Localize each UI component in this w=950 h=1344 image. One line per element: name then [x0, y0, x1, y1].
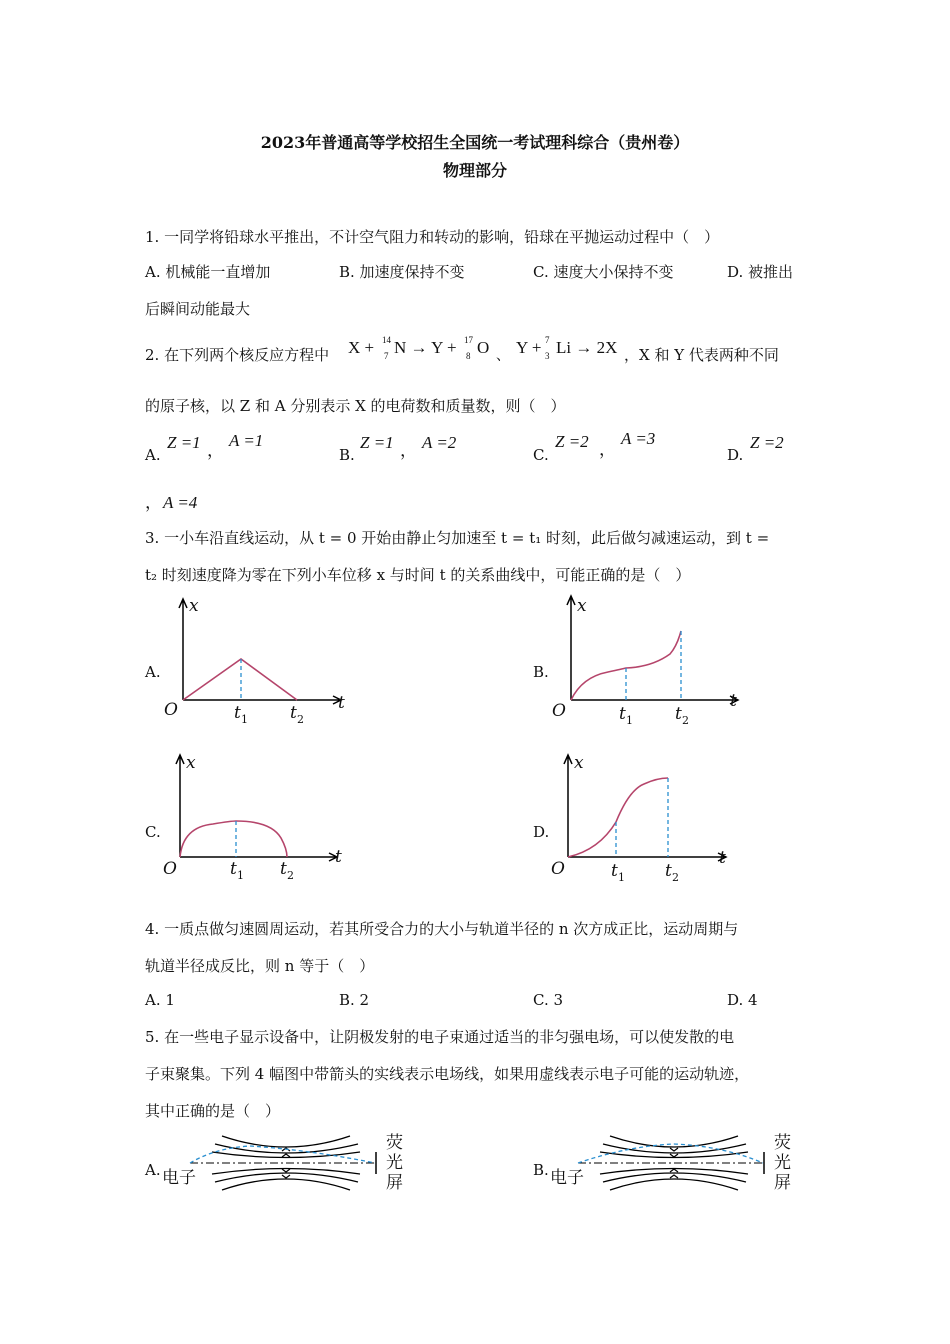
svg-text:t: t: [665, 861, 672, 881]
q2-option-d-a: [145, 488, 225, 518]
svg-text:Li → 2X: Li → 2X: [556, 338, 618, 357]
q3-graph-b: [542, 592, 742, 732]
q4-option-a: A. 1: [145, 991, 175, 1009]
svg-text:荧: 荧: [774, 1133, 791, 1153]
q5-line3: 其中正确的是（ ）: [145, 1102, 281, 1120]
svg-text:t: t: [619, 704, 626, 724]
axis-t-label: t: [338, 693, 345, 713]
svg-text:Z =1: Z =1: [360, 433, 394, 452]
q2-option-c-math: [551, 428, 671, 460]
q1-stem: 1. 一同学将铅球水平推出，不计空气阻力和转动的影响，铅球在平抛运动过程中（ ）: [145, 228, 720, 246]
q2-stem-end: ，X 和 Y 代表两种不同: [624, 346, 779, 364]
q2-option-b-math: [356, 430, 466, 460]
svg-text:A =3: A =3: [621, 429, 656, 448]
svg-text:3: 3: [545, 351, 550, 361]
q3-option-d-label: D.: [533, 823, 550, 841]
q5-option-a-label: A.: [145, 1161, 161, 1179]
q4-line1: 4. 一质点做匀速圆周运动，若其所受合力的大小与轨道半径的 n 次方成正比，运动周期与: [145, 920, 739, 938]
q4-line2: 轨道半径成反比，则 n 等于（ ）: [145, 957, 375, 975]
svg-text:8: 8: [466, 351, 471, 361]
svg-text:Y +: Y +: [516, 338, 542, 357]
q3-graph-c: [153, 750, 353, 890]
q3-graph-a: [155, 595, 355, 730]
svg-text:屏: 屏: [386, 1173, 403, 1193]
q3-line2: t₂ 时刻速度降为零在下列小车位移 x 与时间 t 的关系曲线中，可能正确的是（ ）: [145, 566, 691, 584]
svg-text:O: O: [551, 859, 565, 879]
svg-text:屏: 屏: [774, 1173, 791, 1193]
svg-text:光: 光: [774, 1153, 791, 1173]
axis-x-label: x: [189, 596, 199, 616]
q4-option-d: D. 4: [727, 991, 758, 1009]
svg-text:O: O: [163, 859, 177, 879]
svg-text:7: 7: [545, 335, 550, 345]
svg-text:1: 1: [618, 871, 625, 884]
svg-text:x: x: [574, 753, 584, 773]
q2-option-b-label: B.: [339, 446, 355, 464]
svg-text:17: 17: [464, 335, 473, 345]
svg-text:，: ，: [207, 441, 224, 460]
exam-title: 2023年普通高等学校招生全国统一考试理科综合（贵州卷）: [260, 133, 690, 152]
svg-text:x: x: [577, 596, 587, 616]
svg-text:A =1: A =1: [229, 431, 264, 450]
svg-text:，: ，: [599, 440, 616, 459]
svg-text:t: t: [234, 703, 241, 723]
svg-text:O: O: [477, 338, 490, 357]
svg-text:，: ，: [400, 441, 417, 460]
q1-option-a: A. 机械能一直增加: [145, 263, 271, 281]
svg-text:t: t: [719, 848, 726, 868]
exam-subtitle: 物理部分: [442, 161, 507, 180]
svg-text:t: t: [290, 703, 297, 723]
svg-text:Z =2: Z =2: [555, 432, 589, 451]
svg-text:1: 1: [241, 713, 248, 726]
svg-text:电子: 电子: [550, 1168, 584, 1188]
q1-option-d-continued: 后瞬间动能最大: [145, 300, 251, 318]
svg-text:1: 1: [626, 714, 633, 727]
svg-text:t: t: [280, 859, 287, 879]
q5-diagram-b: [548, 1128, 798, 1198]
svg-text:t: t: [730, 691, 737, 711]
svg-text:A =4: A =4: [163, 493, 198, 512]
origin-label: O: [164, 700, 178, 720]
q3-option-b-label: B.: [533, 663, 549, 681]
q1-option-d: D. 被推出: [727, 263, 794, 281]
svg-text:2: 2: [297, 713, 304, 726]
q5-option-b-label: B.: [533, 1161, 549, 1179]
svg-text:7: 7: [384, 351, 389, 361]
q5-line1: 5. 在一些电子显示设备中，让阴极发射的电子束通过适当的非匀强电场，可以使发散的电: [145, 1028, 735, 1046]
svg-text:荧: 荧: [386, 1133, 403, 1153]
svg-text:2: 2: [287, 869, 294, 882]
q2-line2: 的原子核，以 Z 和 A 分别表示 X 的电荷数和质量数，则（ ）: [145, 397, 566, 415]
svg-text:2: 2: [672, 871, 679, 884]
q2-option-a-math: [163, 430, 273, 460]
electron-label: 电子: [162, 1168, 196, 1188]
svg-text:1: 1: [237, 869, 244, 882]
svg-text:t: t: [335, 847, 342, 867]
q3-option-c-label: C.: [145, 823, 161, 841]
svg-text:t: t: [611, 861, 618, 881]
svg-text:，: ，: [145, 493, 162, 512]
svg-text:N → Y +: N → Y +: [394, 338, 457, 357]
svg-text:14: 14: [382, 335, 391, 345]
q2-option-d-label: D.: [727, 446, 744, 464]
svg-text:t: t: [675, 704, 682, 724]
q2-stem-start: 2. 在下列两个核反应方程中: [145, 346, 330, 364]
q4-option-b: B. 2: [339, 991, 370, 1009]
q3-option-a-label: A.: [145, 663, 161, 681]
q5-line2: 子束聚集。下列 4 幅图中带箭头的实线表示电场线，如果用虚线表示电子可能的运动轨迹，: [145, 1065, 750, 1083]
q2-equations: [346, 332, 628, 366]
q2-option-c-label: C.: [533, 446, 549, 464]
svg-text:x: x: [186, 753, 196, 773]
svg-text:t: t: [230, 859, 237, 879]
q1-option-c: C. 速度大小保持不变: [533, 263, 674, 281]
q4-option-c: C. 3: [533, 991, 564, 1009]
q3-line1: 3. 一小车沿直线运动，从 t = 0 开始由静止匀加速至 t = t₁ 时刻，此后做匀减速运动，到 t =: [145, 529, 770, 547]
q1-option-b: B. 加速度保持不变: [339, 263, 465, 281]
q3-graph-d: [541, 750, 741, 890]
svg-text:2: 2: [682, 714, 689, 727]
svg-text:Z =2: Z =2: [750, 433, 784, 452]
svg-text:Z =1: Z =1: [167, 433, 201, 452]
q5-diagram-a: [160, 1128, 410, 1198]
q2-option-a-label: A.: [145, 446, 161, 464]
q2-option-d-z: [746, 430, 806, 460]
svg-text:A =2: A =2: [422, 433, 457, 452]
svg-text:X +: X +: [348, 338, 375, 357]
svg-text:O: O: [552, 701, 566, 721]
q2-separator: 、: [496, 348, 510, 364]
svg-text:光: 光: [386, 1153, 403, 1173]
